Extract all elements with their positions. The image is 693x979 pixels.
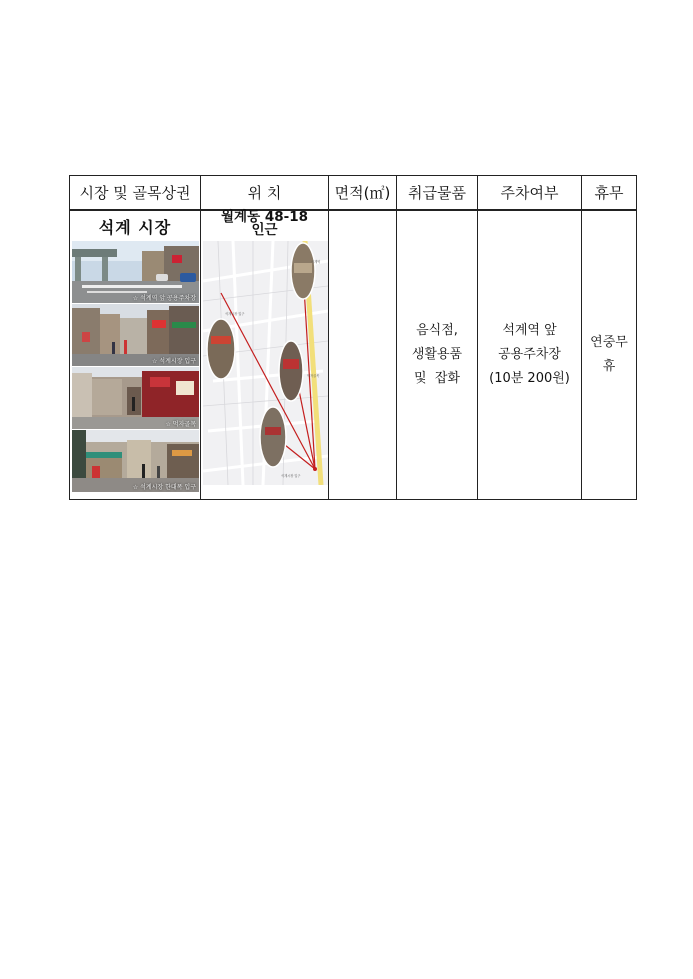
goods-line: 생활용품 bbox=[411, 346, 463, 362]
parking-line: (10분 200원) bbox=[489, 370, 570, 386]
header-parking: 주차여부 bbox=[478, 176, 582, 210]
goods-cell bbox=[397, 210, 478, 500]
photo-caption: ☆ 석계시장 입구 bbox=[152, 357, 196, 365]
svg-text:석계시장 입구: 석계시장 입구 bbox=[281, 473, 301, 478]
holiday-line: 휴 bbox=[602, 358, 616, 374]
market-photo-parking bbox=[72, 241, 199, 303]
parking-line: 공용주차장 bbox=[498, 346, 561, 362]
goods-line: 및 잡화 bbox=[414, 370, 460, 386]
market-photo-food-alley bbox=[72, 367, 199, 429]
parking-cell bbox=[478, 210, 582, 500]
header-market: 시장 및 골목상권 bbox=[70, 176, 201, 210]
market-cell bbox=[70, 210, 201, 500]
photo-caption: ☆ 먹자골목 bbox=[165, 420, 196, 428]
area-cell bbox=[329, 210, 397, 500]
location-address: 월계동 48-18 bbox=[221, 208, 308, 225]
header-holiday: 휴무 bbox=[582, 176, 637, 210]
market-photo-entrance bbox=[72, 304, 199, 366]
table-row bbox=[70, 210, 637, 500]
goods-line: 음식점, bbox=[416, 322, 458, 338]
market-name: 석계 시장 bbox=[98, 217, 172, 237]
location-cell bbox=[201, 210, 329, 500]
header-location: 위 치 bbox=[201, 176, 329, 210]
photo-caption: ☆ 석계시장 한대폭 입구 bbox=[132, 483, 196, 491]
location-map bbox=[203, 241, 328, 485]
market-photo-side-entrance bbox=[72, 430, 199, 492]
svg-text:석계역: 석계역 bbox=[311, 259, 321, 264]
market-info-table bbox=[69, 175, 637, 500]
holiday-cell bbox=[582, 210, 637, 500]
svg-text:먹자골목: 먹자골목 bbox=[307, 373, 320, 378]
location-address-suffix: 인근 bbox=[251, 221, 278, 238]
photo-caption: ☆ 석계역 앞 공용주차장 bbox=[132, 294, 196, 302]
header-goods: 취급물품 bbox=[397, 176, 478, 210]
holiday-line: 연중무 bbox=[590, 334, 628, 350]
header-row bbox=[70, 176, 637, 210]
header-area: 면적(㎡) bbox=[329, 176, 397, 210]
parking-line: 석계역 앞 bbox=[502, 322, 557, 338]
svg-text:석계시장 입구: 석계시장 입구 bbox=[225, 311, 245, 316]
